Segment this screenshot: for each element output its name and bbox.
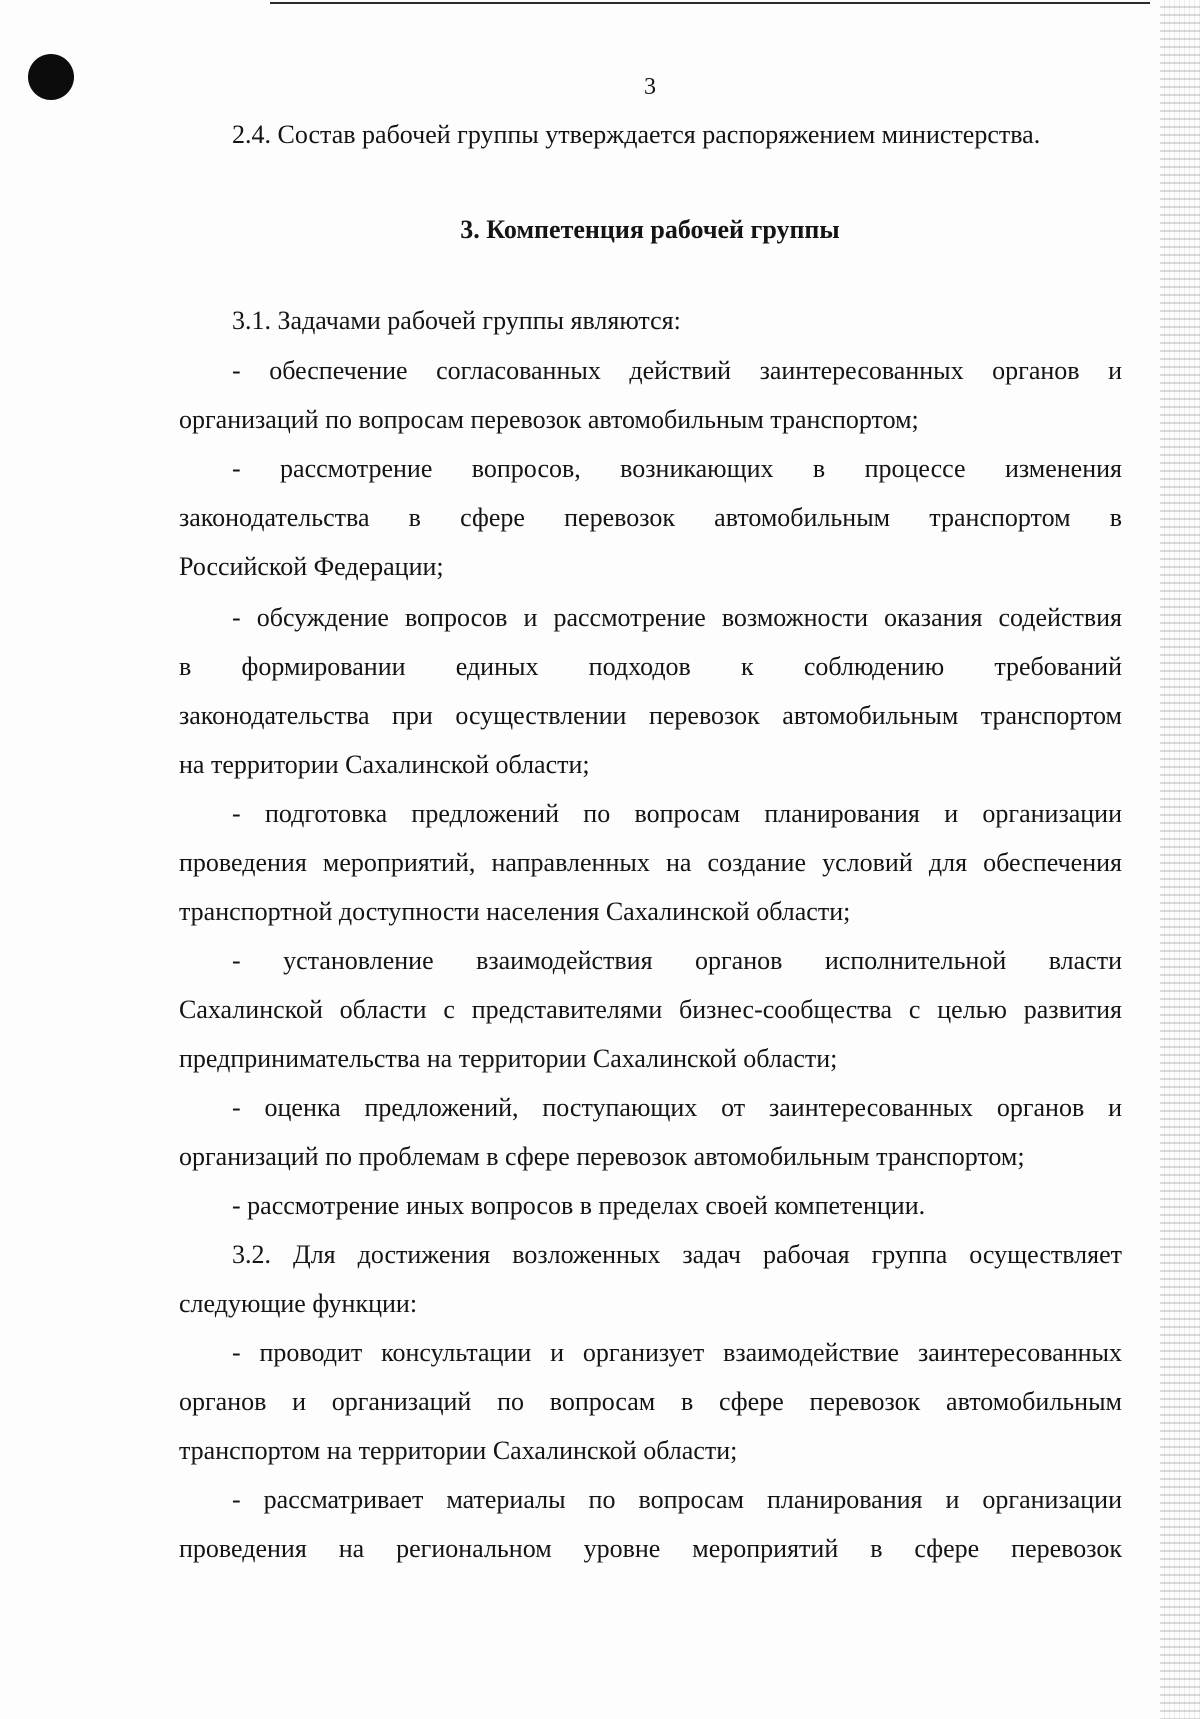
- paragraph-3-2: следующие функции:: [179, 1289, 418, 1318]
- bullet-line: - обсуждение вопросов и рассмотрение возможности оказания содействия: [232, 603, 1122, 632]
- function-line: транспортом на территории Сахалинской области;: [179, 1436, 738, 1465]
- bullet-line: законодательства при осуществлении перевозок автомобильным транспортом: [179, 701, 1122, 730]
- scan-edge-noise: [1160, 0, 1200, 1719]
- bullet-line: Сахалинской области с представителями бизнес-сообщества с целью развития: [179, 995, 1122, 1024]
- section-heading: 3. Компетенция рабочей группы: [460, 215, 840, 244]
- function-line: проведения на региональном уровне мероприятий в сфере перевозок: [179, 1534, 1122, 1563]
- bullet-line: организаций по вопросам перевозок автомобильным транспортом;: [179, 405, 919, 434]
- bullet-line: законодательства в сфере перевозок автомобильным транспортом в: [179, 503, 1122, 532]
- bullet-line: в формировании единых подходов к соблюдению требований: [179, 652, 1122, 681]
- paragraph-3-1: 3.1. Задачами рабочей группы являются:: [232, 306, 681, 335]
- paragraph-2-4: 2.4. Состав рабочей группы утверждается распоряжением министерства.: [232, 120, 1041, 149]
- bullet-line: транспортной доступности населения Сахалинской области;: [179, 897, 851, 926]
- function-line: - рассматривает материалы по вопросам планирования и организации: [232, 1485, 1122, 1514]
- bullet-line: предпринимательства на территории Сахалинской области;: [179, 1044, 838, 1073]
- paragraph-3-2: 3.2. Для достижения возложенных задач рабочая группа осуществляет: [232, 1240, 1122, 1269]
- scan-top-rule: [270, 2, 1150, 4]
- bullet-line: - оценка предложений, поступающих от заинтересованных органов и: [232, 1093, 1122, 1122]
- bullet-line: - обеспечение согласованных действий заинтересованных органов и: [232, 356, 1122, 385]
- bullet-line: организаций по проблемам в сфере перевозок автомобильным транспортом;: [179, 1142, 1025, 1171]
- bullet-line: проведения мероприятий, направленных на создание условий для обеспечения: [179, 848, 1122, 877]
- function-line: органов и организаций по вопросам в сфере перевозок автомобильным: [179, 1387, 1122, 1416]
- page-number: 3: [644, 74, 656, 100]
- bullet-line: - установление взаимодействия органов исполнительной власти: [232, 946, 1122, 975]
- bullet-line: Российской Федерации;: [179, 552, 444, 581]
- bullet-line: - рассмотрение вопросов, возникающих в процессе изменения: [232, 454, 1122, 483]
- bullet-line: на территории Сахалинской области;: [179, 750, 590, 779]
- function-line: - проводит консультации и организует взаимодействие заинтересованных: [232, 1338, 1122, 1367]
- bullet-line: - рассмотрение иных вопросов в пределах своей компетенции.: [232, 1191, 926, 1220]
- bullet-line: - подготовка предложений по вопросам планирования и организации: [232, 799, 1122, 828]
